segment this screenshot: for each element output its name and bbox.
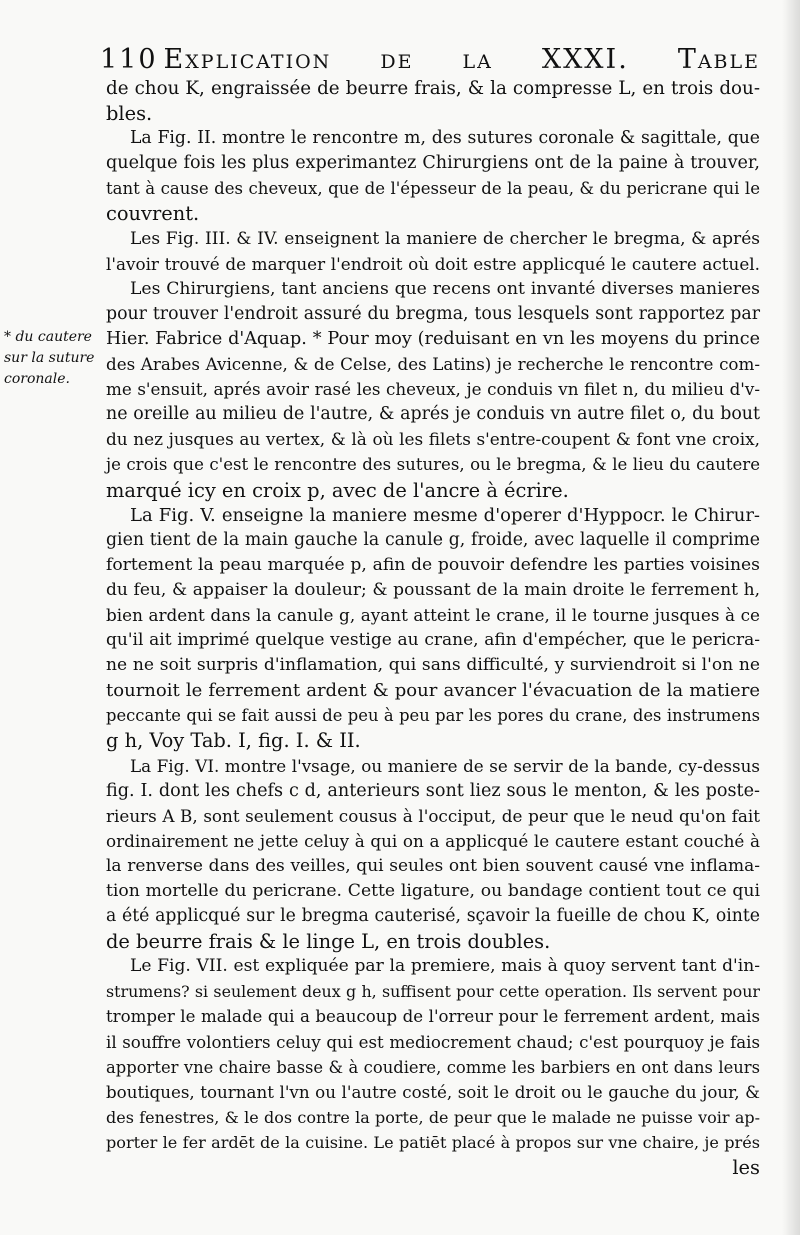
page-header (100, 44, 760, 75)
margin-note-line: sur la suture (4, 350, 95, 366)
text-line: strumens? si seulement deux g h, suffisent pour cette operation. Ils servent pour (106, 982, 760, 1002)
text-line: pour trouver l'endroit assuré du bregma, tous lesquels sont rapportez par (106, 303, 760, 324)
text-line: de beurre frais & le linge L, en trois doubles. (106, 930, 551, 954)
text-line: qu'il ait imprimé quelque vestige au crane, afin d'empécher, que le pericra- (106, 630, 760, 651)
paragraph (106, 954, 760, 1155)
margin-note (4, 327, 99, 390)
text-line: Le Fig. VII. est expliquée par la premiere, mais à quoy servent tant d'in- (130, 956, 760, 977)
text-line: marqué icy en croix p, avec de l'ancre à écrire. (106, 478, 569, 502)
text-line: bien ardent dans la canule g, ayant atteint le crane, il le tourne jusques à ce (106, 604, 760, 625)
text-line: ne oreille au milieu de l'autre, & aprés je conduis vn autre filet o, du bout (106, 404, 760, 425)
text-line: Les Fig. III. & IV. enseignent la maniere de chercher le bregma, & aprés (130, 228, 760, 249)
text-line: de chou K, engraissée de beurre frais, & la compresse L, en trois dou- (106, 78, 760, 99)
text-line: Les Chirurgiens, tant anciens que recens ont invanté diverses manieres (130, 278, 760, 299)
text-line: la renverse dans des veilles, qui seules ont bien souvent causé vne inflama- (106, 855, 760, 876)
text-line: peccante qui se fait aussi de peu à peu par les pores du crane, des instrumens (106, 706, 760, 726)
text-line: porter le fer ardēt de la cuisine. Le patiēt placé à propos sur vne chaire, je prés (106, 1132, 760, 1152)
text-line: fig. I. dont les chefs c d, anterieurs sont liez sous le menton, & les poste- (106, 780, 760, 801)
text-line: tromper le malade qui a beaucoup de l'orreur pour le ferrement ardent, mais (106, 1007, 760, 1027)
text-line: ordinairement ne jette celuy à qui on a applicqué le cautere estant couché à (106, 830, 760, 851)
text-line: bles. (106, 102, 153, 126)
text-line: des fenestres, & le dos contre la porte, de peur que le malade ne puisse voir ap- (106, 1107, 760, 1127)
catchword: les (732, 1156, 760, 1180)
text-line: tournoit le ferrement ardent & pour avancer l'évacuation de la matiere (106, 680, 760, 702)
text-line: fortement la peau marquée p, afin de pouvoir defendre les parties voisines (106, 554, 760, 575)
text-line: rieurs A B, sont seulement cousus à l'occiput, de peur que le neud qu'on fait (106, 805, 760, 826)
paragraph (106, 126, 760, 226)
text-line: je crois que c'est le rencontre des sutures, ou le bregma, & le lieu du cautere (106, 455, 760, 475)
text-line: tant à cause des cheveux, que de l'épesseur de la peau, & du pericrane qui le (106, 179, 760, 199)
paragraph (106, 277, 760, 503)
text-line: boutiques, tournant l'vn ou l'autre costé, soit le droit ou le gauche du jour, & (106, 1081, 760, 1102)
page-number: 110 (100, 44, 158, 75)
text-line: me s'ensuit, aprés avoir rasé les cheveux, je conduis vn filet n, du milieu d'v- (106, 379, 760, 400)
text-line: gien tient de la main gauche la canule g, froide, avec laquelle il comprime (106, 529, 760, 550)
text-line: ne ne soit surpris d'inflamation, qui sans difficulté, y surviendroit si l'on ne (106, 655, 760, 676)
text-line: il souffre volontiers celuy qui est mediocrement chaud; c'est pourquoy je fais (106, 1032, 760, 1052)
margin-note-line: coronale. (4, 371, 70, 387)
body-text (106, 76, 760, 1180)
text-line: La Fig. II. montre le rencontre m, des sutures coronale & sagittale, que (130, 128, 760, 149)
text-line: apporter vne chaire basse & à coudiere, comme les barbiers en ont dans leurs (106, 1057, 760, 1077)
text-line: a été applicqué sur le bregma cauterisé, sçavoir la fueille de chou K, ointe (106, 906, 760, 927)
text-line: g h, Voy Tab. I, fig. I. & II. (106, 729, 361, 753)
text-line: Hier. Fabrice d'Aquap. * Pour moy (reduisant en vn les moyens du prince (106, 328, 760, 349)
text-line: La Fig. VI. montre l'vsage, ou maniere de se servir de la bande, cy-dessus (130, 755, 760, 776)
text-line: du feu, & appaiser la douleur; & poussant de la main droite le ferrement h, (106, 579, 760, 600)
text-line: des Arabes Avicenne, & de Celse, des Latins) je recherche le rencontre com- (106, 354, 760, 375)
paragraph (106, 503, 760, 754)
paragraph (106, 76, 760, 126)
text-line: du nez jusques au vertex, & là où les filets s'entre-coupent & font vne croix, (106, 429, 760, 450)
text-line: La Fig. V. enseigne la maniere mesme d'operer d'Hyppocr. le Chirur- (130, 504, 760, 526)
text-line: l'avoir trouvé de marquer l'endroit où doit estre applicqué le cautere actuel. (106, 253, 760, 274)
margin-note-line: * du cautere (4, 329, 92, 345)
text-line: quelque fois les plus experimantez Chirurgiens ont de la paine à trouver, (106, 153, 760, 174)
text-line: couvrent. (106, 202, 200, 226)
paragraph (106, 227, 760, 277)
paragraph (106, 754, 760, 955)
text-line: tion mortelle du pericrane. Cette ligature, ou bandage contient tout ce qui (106, 881, 760, 901)
running-title: Explication de la XXXI. Table (163, 44, 760, 75)
